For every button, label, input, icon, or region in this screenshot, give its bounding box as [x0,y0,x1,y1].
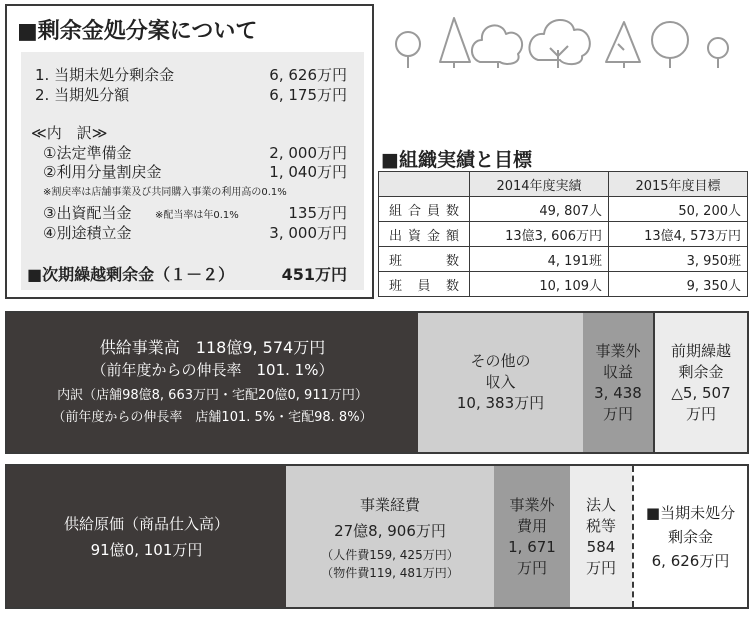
table-row [379,197,748,222]
item-value: 451万円 [281,265,347,284]
org-results-table [378,171,748,297]
surplus-item-unappropriated [35,64,347,84]
cost-of-sales-box [7,466,286,607]
item-value: 6, 175万円 [269,86,347,104]
carryover-surplus [27,262,347,284]
item-label: ③出資配当金 [43,204,132,222]
prior-carryover-value: △5, 507 [671,383,731,402]
supply-breakdown-growth: （前年度からの伸長率 店舗101. 5%・宅配98. 8%） [52,409,373,425]
unappropriated-label: ■当期未処分 [645,503,736,522]
row-label: 組合員数 [379,197,470,222]
dividend-note: ※配当率は年0.1% [155,210,239,221]
prior-carryover-label: 前期繰越 [670,341,731,360]
table-cell: 50, 200人 [609,197,748,222]
table-cell: 49, 807人 [470,197,609,222]
other-income-label-2: 収入 [485,373,516,391]
non-operating-expense-box [494,466,570,607]
item-label: ②利用分量割戻金 [43,163,162,181]
nonop-expense-label: 事業外 [509,495,555,514]
unappropriated-surplus-box [632,466,747,607]
breakdown-other-reserve [43,222,347,242]
corporate-tax-box [570,466,632,607]
unappropriated-label-2: 剰余金 [667,527,713,546]
item-label: 2. 当期処分額 [35,86,130,104]
item-value: 2, 000万円 [269,144,347,162]
item-label: 1. 当期未処分剰余金 [35,66,175,84]
table-cell: 13億3, 606万円 [470,222,609,247]
other-income-box [418,313,583,452]
surplus-item-appropriated [35,84,347,104]
opex-property: （物件費119, 481万円） [321,565,459,580]
table-cell: 13億4, 573万円 [609,222,748,247]
nonop-expense-unit: 万円 [516,558,547,577]
opex-label: 事業経費 [359,495,420,514]
table-header-row [379,172,748,197]
supply-breakdown: 内訳（店舗98億8, 663万円・宅配20億0, 911万円） [57,387,368,403]
row-label: 出資金額 [379,222,470,247]
rebate-note: ※割戻率は店舗事業及び共同購入事業の利用高の0.1% [43,187,287,198]
tax-label-2: 税等 [585,516,616,535]
table-row [379,247,748,272]
item-label: ①法定準備金 [43,144,132,162]
tax-label: 法人 [585,495,616,514]
surplus-proposal-panel [5,4,374,299]
other-income-value: 10, 383万円 [456,394,545,412]
surplus-detail-box [21,52,364,290]
nonop-income-unit: 万円 [602,404,633,423]
table-header-cell: 2015年度目標 [609,172,748,197]
breakdown-rebate [43,161,347,181]
row-label: 班員数 [379,272,470,297]
nonop-income-label: 事業外 [595,341,641,360]
nonop-income-value: 3, 438 [594,383,642,402]
breakdown-dividend [43,202,347,222]
table-row [379,272,748,297]
breakdown-legal-reserve [43,142,347,162]
table-header-cell: 2014年度実績 [470,172,609,197]
operating-expense-box [286,466,494,607]
table-cell: 10, 109人 [470,272,609,297]
nonop-income-label-2: 収益 [602,362,633,381]
tree-row-icon [388,10,748,70]
supply-revenue-box [7,313,418,452]
cost-of-sales-label: 供給原価（商品仕入高） [63,514,229,533]
nonop-expense-value: 1, 671 [508,537,556,556]
tax-unit: 万円 [585,558,616,577]
table-row [379,222,748,247]
table-cell: 4, 191班 [470,247,609,272]
table-header-cell [379,172,470,197]
row-label: 班 数 [379,247,470,272]
unappropriated-value: 6, 626万円 [651,551,730,570]
nonop-expense-label-2: 費用 [516,516,547,535]
cost-of-sales-value: 91億0, 101万円 [90,540,203,559]
tax-value: 584 [586,537,616,556]
org-results-title: ■組織実績と目標 [381,149,532,171]
supply-growth-rate: （前年度からの伸長率 101. 1%） [91,360,334,379]
breakdown-label: ≪内 訳≫ [31,124,108,142]
non-operating-income-box [583,313,653,452]
item-label: ④別途積立金 [43,224,132,242]
prior-carryover-box [653,313,747,452]
item-value: 135万円 [288,204,347,222]
surplus-title: ■剰余金処分案について [17,19,258,44]
opex-value: 27億8, 906万円 [334,521,446,540]
item-value: 3, 000万円 [269,224,347,242]
item-label: ■次期繰越剰余金（１－２） [27,265,235,284]
item-value: 1, 040万円 [269,163,347,181]
prior-carryover-unit: 万円 [685,404,716,423]
supply-revenue-total: 供給事業高 118億9, 574万円 [99,337,326,357]
prior-carryover-label-2: 剰余金 [678,362,724,381]
table-cell: 3, 950班 [609,247,748,272]
item-value: 6, 626万円 [269,66,347,84]
other-income-label: その他の [470,352,531,370]
opex-personnel: （人件費159, 425万円） [321,547,459,562]
table-cell: 9, 350人 [609,272,748,297]
